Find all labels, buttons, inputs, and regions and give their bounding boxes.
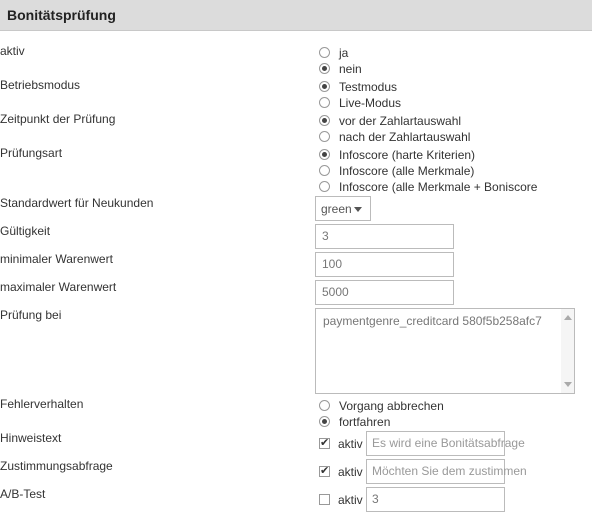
radio-button[interactable] [319,400,330,411]
radio-button[interactable] [319,416,330,427]
hinweistext-checkbox[interactable] [319,438,330,449]
label-aktiv: aktiv [0,44,25,58]
radio-button[interactable] [319,149,330,160]
radio-button[interactable] [319,81,330,92]
pruefung-bei-textarea[interactable] [315,308,575,394]
abtest-checkbox[interactable] [319,494,330,505]
radio-button[interactable] [319,165,330,176]
section-title: Bonitätsprüfung [7,7,116,23]
scroll-up-icon[interactable] [564,315,572,320]
radio-button[interactable] [319,47,330,58]
radio-button[interactable] [319,181,330,192]
label-min-warenwert: minimaler Warenwert [0,252,113,266]
radio-button[interactable] [319,97,330,108]
label-zustimmung: Zustimmungsabfrage [0,459,113,473]
min-warenwert-input[interactable]: 100 [315,252,454,277]
chevron-down-icon [354,207,362,212]
section-header [0,0,592,31]
hinweistext-check-label: aktiv [338,437,363,451]
scroll-down-icon[interactable] [564,382,572,387]
label-gueltigkeit: Gültigkeit [0,224,51,238]
hinweistext-input[interactable]: Es wird eine Bonitätsabfrage [366,431,505,456]
standardwert-select[interactable] [315,196,371,221]
textarea-scrollbar[interactable] [561,309,574,393]
max-warenwert-input[interactable]: 5000 [315,280,454,305]
label-abtest: A/B-Test [0,487,46,501]
label-hinweistext: Hinweistext [0,431,62,445]
label-standardwert: Standardwert für Neukunden [0,196,154,210]
label-pruefung-bei: Prüfung bei [0,308,62,322]
radio-button[interactable] [319,115,330,126]
gueltigkeit-input[interactable]: 3 [315,224,454,249]
label-fehlerverhalten: Fehlerverhalten [0,397,84,411]
label-zeitpunkt: Zeitpunkt der Prüfung [0,112,116,126]
label-pruefungsart: Prüfungsart [0,146,63,160]
textarea-value: paymentgenre_creditcard 580f5b258afc7 [323,314,542,328]
zustimmung-check-label: aktiv [338,465,363,479]
select-value: green [321,202,352,216]
zustimmung-input[interactable]: Möchten Sie dem zustimmen [366,459,505,484]
label-max-warenwert: maximaler Warenwert [0,280,117,294]
abtest-check-label: aktiv [338,493,363,507]
radio-button[interactable] [319,63,330,74]
abtest-input[interactable]: 3 [366,487,505,512]
label-betriebsmodus: Betriebsmodus [0,78,81,92]
zustimmung-checkbox[interactable] [319,466,330,477]
radio-button[interactable] [319,131,330,142]
